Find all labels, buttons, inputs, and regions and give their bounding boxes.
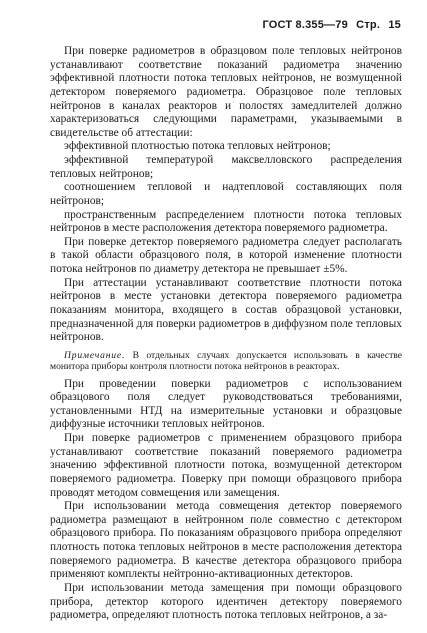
paragraph: При поверке радиометров в образцовом поле тепловых нейтронов устанавливают соответствие показаний радиометра значению эффективной плотности потока тепловых нейтронов, не возмущенной детектором поверяемого радиометра. Образцовое поле тепловых нейтронов в каналах реакторов и полостях замедлителей должно характеризоваться следующими параметрами, указываемыми в свидетельстве об аттестации: (50, 45, 402, 139)
paragraph: При поверке радиометров с применением образцового прибора устанавливают соответствие показаний поверяемого радиометра значению эффективной плотности потока, возмущенной детектором поверяемого радиометра. Поверку при помощи образцового прибора проводят методом совмещения или замещения. (50, 432, 402, 499)
list-item: пространственным распределением плотности потока тепловых нейтронов в месте расположения детектора поверяемого радиометра. (50, 208, 402, 235)
note (50, 350, 402, 373)
page-label: Стр. (356, 19, 381, 31)
paragraph: При проведении поверки радиометров с использованием образцового поля следует руководствоваться требованиями, установленными НТД на измерительные установки и образцовые диффузные источники тепловых нейтронов. (50, 377, 402, 431)
page-header (257, 19, 401, 31)
note-text: В отдельных случаях допускается использовать в качестве монитора приборы контроля плотности потока нейтронов в реакторах. (50, 349, 402, 373)
note-label: Примечание. (64, 349, 126, 361)
paragraph: При аттестации устанавливают соответствие плотности потока нейтронов в месте установки детектора поверяемого радиометра показаниям монитора, входящего в состав образцовой установки, предназначенной для поверки радиометров в диффузном поле тепловых нейтронов. (50, 276, 402, 344)
paragraph: При использовании метода совмещения детектор поверяемого радиометра размещают в нейтронном поле совместно с детектором образцового прибора. По показаниям образцового прибора определяют плотность потока тепловых нейтронов в месте расположения детектора поверяемого радиометра. В качестве детектора образцового прибора применяют комплекты нейтронно-активационных детекторов. (50, 500, 402, 581)
paragraph: При поверке детектор поверяемого радиометра следует располагать в такой области образцового поля, в которой изменение плотности потока нейтронов по диаметру детектора не превышает ±5%. (50, 235, 402, 275)
paragraph: При использовании метода замещения при помощи образцового прибора, детектор которого идентичен детектору поверяемого радиометра, определяют плотность потока тепловых нейтронов, а за- (50, 581, 402, 622)
document-body (50, 45, 402, 623)
standard-number: ГОСТ 8.355—79 (262, 19, 348, 31)
list-item: соотношением тепловой и надтепловой составляющих поля нейтронов; (50, 181, 402, 207)
list-item: эффективной плотностью потока тепловых нейтронов; (64, 140, 331, 153)
list-item: эффективной температурой максвелловского распределения тепловых нейтронов; (50, 154, 402, 180)
page-number: 15 (388, 19, 401, 31)
